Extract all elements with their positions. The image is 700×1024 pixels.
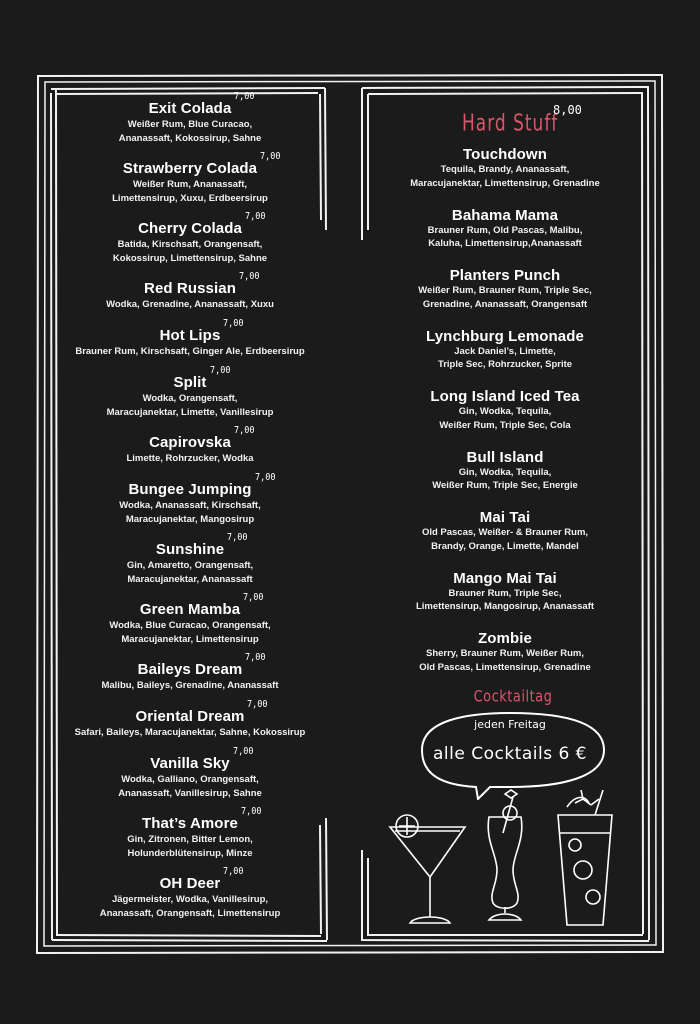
- item-description: Malibu, Baileys, Grenadine, Ananassaft: [101, 680, 279, 691]
- menu-item: [360, 509, 650, 570]
- item-name: Oriental Dream: [135, 708, 245, 725]
- item-description: Weißer Rum, Triple Sec, Cola: [439, 419, 571, 431]
- item-description: Sherry, Brauner Rum, Weißer Rum,: [425, 648, 585, 659]
- item-description: Tequila, Brandy, Ananassaft,: [440, 164, 570, 175]
- item-description: Wodka, Grenadine, Ananassaft, Xuxu: [106, 299, 274, 310]
- menu-item: [45, 699, 335, 755]
- item-name: Green Mamba: [139, 601, 241, 618]
- item-description: Weißer Rum, Triple Sec, Energie: [432, 480, 578, 491]
- item-name: Bull Island: [466, 448, 544, 466]
- menu-column-right: [360, 146, 650, 691]
- menu-item: [45, 365, 335, 434]
- item-name: Exit Colada: [148, 100, 232, 117]
- item-description: Maracujanektar, Limettensirup: [121, 633, 259, 645]
- item-description: Batida, Kirschsaft, Orangensaft,: [117, 239, 263, 250]
- item-name: Long Island Iced Tea: [430, 388, 580, 405]
- martini-glass-icon: [390, 815, 465, 923]
- item-name: Vanilla Sky: [150, 755, 230, 772]
- item-price: 7,00: [232, 746, 254, 757]
- menu-item: [360, 630, 650, 691]
- item-price: 7,00: [260, 151, 281, 162]
- item-description: Weißer Rum, Blue Curacao,: [127, 119, 253, 130]
- item-price: 7,00: [238, 271, 260, 282]
- item-description: Limette, Rohrzucker, Wodka: [126, 453, 254, 464]
- item-name: That’s Amore: [142, 815, 238, 832]
- item-description: Gin, Amaretto, Orangensaft,: [126, 560, 254, 571]
- item-name: Zombie: [478, 630, 532, 647]
- section-price: 8,00: [553, 103, 582, 117]
- item-description: Wodka, Ananassaft, Kirschsaft,: [119, 500, 261, 511]
- item-description: Ananassaft, Vanillesirup, Sahne: [118, 787, 262, 799]
- menu-item: [45, 318, 335, 374]
- item-description: Safari, Baileys, Maracujanektar, Sahne, Kokossirup: [74, 727, 306, 738]
- item-description: Brandy, Orange, Limette, Mandel: [431, 540, 579, 552]
- item-name: Cherry Colada: [138, 220, 242, 237]
- item-description: Gin, Wodka, Tequila,: [458, 466, 552, 478]
- item-description: Old Pascas, Limettensirup, Grenadine: [419, 661, 591, 673]
- item-name: Mango Mai Tai: [453, 569, 557, 587]
- item-price: 7,00: [247, 699, 268, 710]
- item-description: Ananassaft, Orangensaft, Limettensirup: [99, 907, 281, 919]
- menu-item: [45, 652, 335, 708]
- item-name: Bungee Jumping: [128, 481, 252, 498]
- item-name: Capirovska: [149, 434, 231, 451]
- item-name: Planters Punch: [449, 267, 561, 284]
- promo-title: Cocktailtag: [473, 688, 553, 707]
- menu-item: [45, 211, 335, 280]
- item-description: Gin, Wodka, Tequila,: [458, 406, 552, 417]
- item-price: 7,00: [233, 425, 255, 436]
- menu-item: [45, 425, 335, 481]
- item-price: 7,00: [223, 318, 244, 329]
- menu-item: [360, 449, 650, 510]
- menu-column-left: [45, 91, 335, 935]
- item-name: Red Russian: [144, 280, 236, 297]
- promo-subtitle: jeden Freitag: [474, 718, 546, 731]
- menu-item: [360, 207, 650, 268]
- menu-item: [45, 472, 335, 541]
- item-description: Brauner Rum, Triple Sec,: [448, 587, 562, 599]
- item-description: Jack Daniel’s, Limette,: [454, 345, 556, 357]
- item-price: 7,00: [244, 211, 266, 222]
- promo-offer: alle Cocktails 6 €: [432, 744, 587, 764]
- item-name: Lynchburg Lemonade: [426, 327, 584, 345]
- item-price: 7,00: [245, 652, 266, 663]
- menu-item: [45, 91, 335, 160]
- menu-item: [45, 746, 335, 815]
- item-price: 7,00: [240, 806, 262, 817]
- menu-item: [45, 532, 335, 601]
- menu-item: [360, 146, 650, 207]
- item-description: Gin, Zitronen, Bitter Lemon,: [127, 834, 253, 845]
- item-name: Touchdown: [463, 146, 547, 163]
- item-price: 7,00: [234, 91, 255, 102]
- menu-item: [45, 151, 335, 220]
- item-name: Baileys Dream: [137, 661, 243, 678]
- menu-item: [45, 592, 335, 661]
- item-description: Limettensirup, Xuxu, Erdbeersirup: [112, 192, 268, 204]
- menu-item: [360, 267, 650, 328]
- item-description: Maracujanektar, Mangosirup: [125, 513, 255, 525]
- item-description: Holunderblütensirup, Minze: [127, 847, 253, 859]
- item-description: Jägermeister, Wodka, Vanillesirup,: [111, 894, 269, 905]
- item-description: Limettensirup, Mangosirup, Ananassaft: [415, 601, 595, 612]
- menu-item: [45, 866, 335, 935]
- item-description: Triple Sec, Rohrzucker, Sprite: [437, 359, 573, 370]
- item-price: 7,00: [254, 472, 276, 483]
- item-description: Maracujanektar, Limette, Vanillesirup: [106, 406, 274, 418]
- item-name: Strawberry Colada: [122, 160, 258, 177]
- item-description: Weißer Rum, Brauner Rum, Triple Sec,: [418, 285, 592, 296]
- item-price: 7,00: [243, 592, 264, 603]
- item-description: Ananassaft, Kokossirup, Sahne: [118, 132, 262, 144]
- item-description: Wodka, Galliano, Orangensaft,: [121, 774, 259, 785]
- item-description: Wodka, Blue Curacao, Orangensaft,: [109, 620, 271, 631]
- menu-item: [360, 570, 650, 631]
- menu-item: [360, 328, 650, 389]
- menu-item: [45, 806, 335, 875]
- item-price: 7,00: [223, 866, 244, 877]
- highball-glass-icon: [558, 790, 612, 925]
- item-description: Brauner Rum, Kirschsaft, Ginger Ale, Erdbeersirup: [75, 346, 305, 357]
- item-description: Grenadine, Ananassaft, Orangensaft: [422, 298, 588, 310]
- item-description: Maracujanektar, Ananassaft: [127, 573, 253, 585]
- item-name: Bahama Mama: [451, 206, 559, 224]
- item-price: 7,00: [209, 365, 230, 376]
- item-name: OH Deer: [159, 875, 221, 892]
- menu-item: [45, 271, 335, 327]
- item-description: Kokossirup, Limettensirup, Sahne: [112, 252, 268, 264]
- item-description: Old Pascas, Weißer- & Brauner Rum,: [421, 527, 589, 538]
- hurricane-glass-icon: [488, 790, 522, 920]
- item-description: Brauner Rum, Old Pascas, Malibu,: [427, 224, 583, 236]
- item-name: Mai Tai: [479, 509, 531, 526]
- item-description: Kaluha, Limettensirup,Ananassaft: [428, 238, 582, 249]
- item-name: Split: [173, 374, 207, 391]
- item-description: Maracujanektar, Limettensirup, Grenadine: [410, 177, 600, 189]
- cocktail-glasses-illustration: [385, 785, 625, 930]
- menu-item: [360, 388, 650, 449]
- item-name: Sunshine: [155, 541, 225, 558]
- item-name: Hot Lips: [159, 327, 221, 344]
- item-description: Weißer Rum, Ananassaft,: [132, 179, 248, 190]
- section-title-hard-stuff: Hard Stuff: [462, 110, 559, 137]
- item-description: Wodka, Orangensaft,: [142, 393, 238, 404]
- item-price: 7,00: [227, 532, 248, 543]
